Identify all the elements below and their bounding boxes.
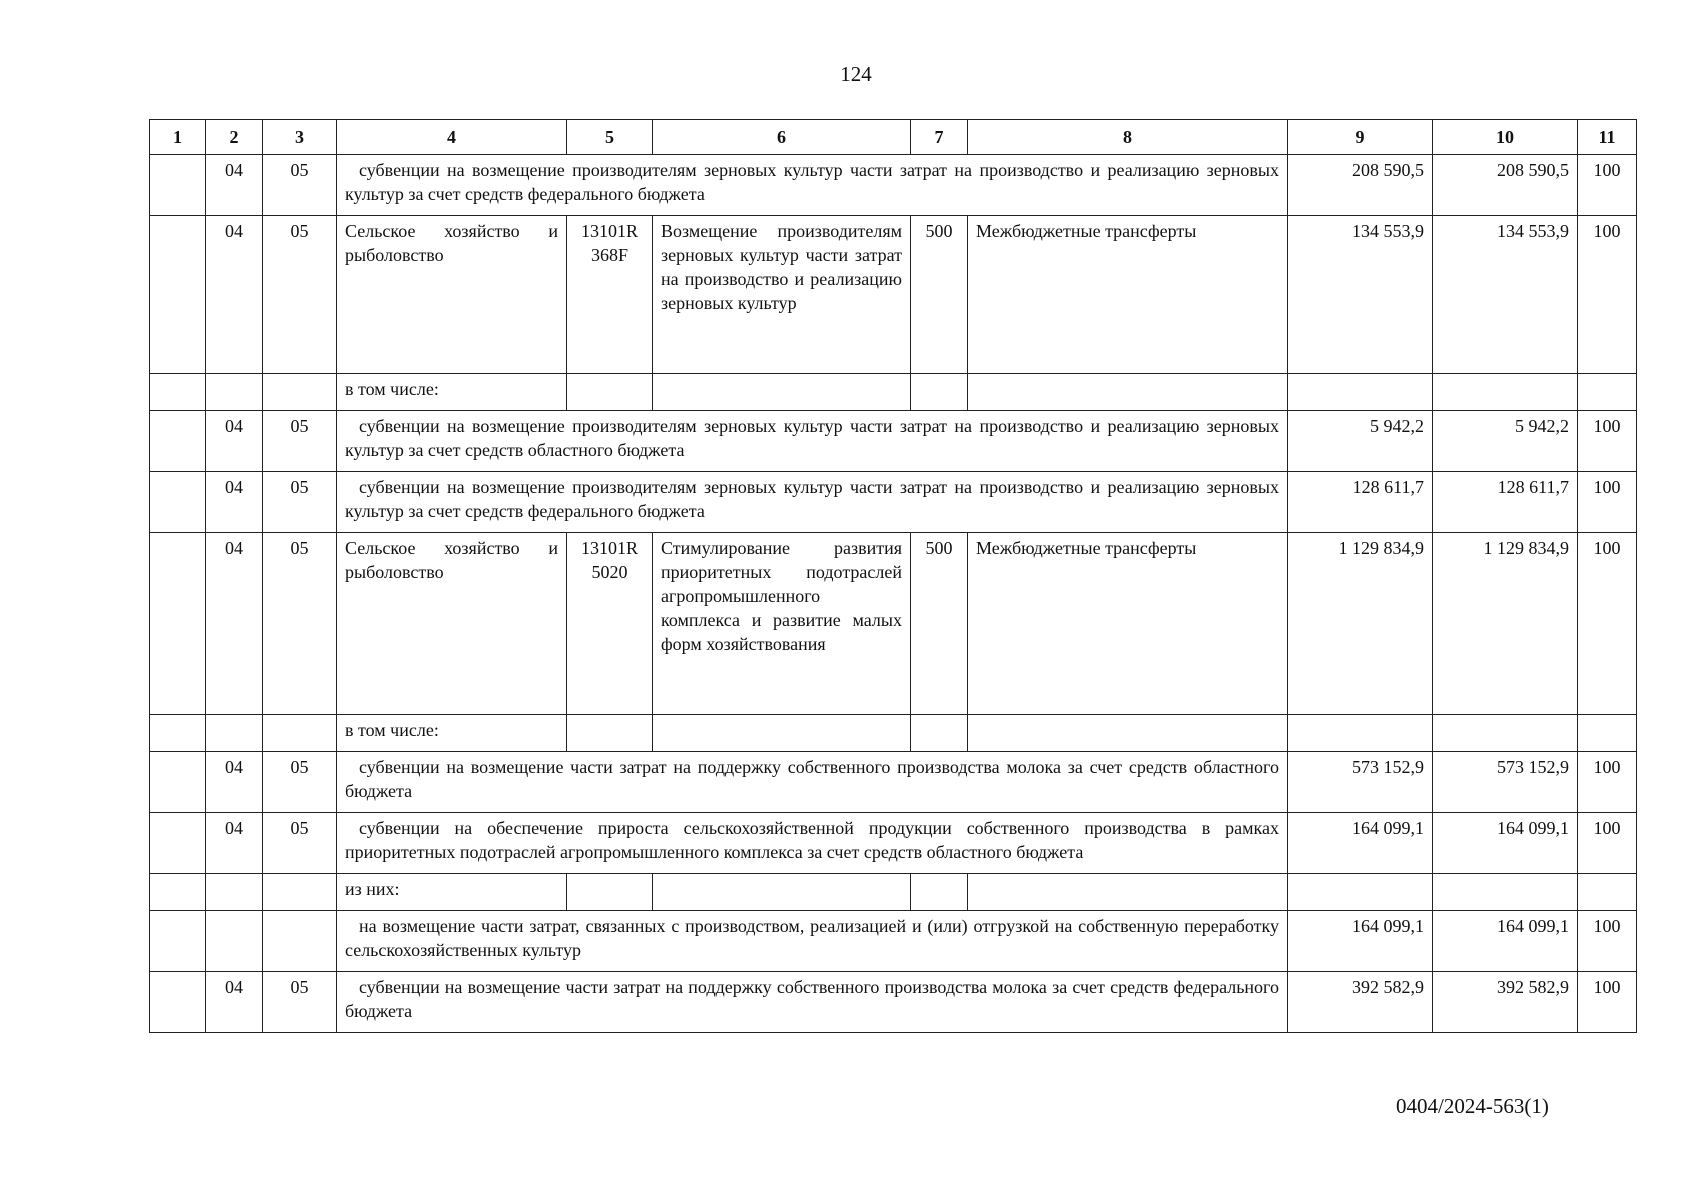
- cell-expense-code: [911, 374, 968, 411]
- document-code: 0404/2024-563(1): [1396, 1094, 1549, 1118]
- cell-target-code: [567, 374, 653, 411]
- cell-percent: 100: [1578, 911, 1637, 972]
- cell-amount-plan: 128 611,7: [1288, 472, 1433, 533]
- table-row: [150, 411, 1637, 472]
- cell-expense-code: 500: [911, 533, 968, 715]
- cell-col1: [150, 813, 206, 874]
- cell-subsection: 05: [263, 752, 337, 813]
- col-header-2: 2: [206, 120, 263, 155]
- cell-subheading: в том числе:: [337, 374, 567, 411]
- cell-section: 04: [206, 813, 263, 874]
- cell-amount-plan: 5 942,2: [1288, 411, 1433, 472]
- cell-section: 04: [206, 533, 263, 715]
- cell-target-name: [653, 374, 911, 411]
- table-row: [150, 472, 1637, 533]
- cell-section: 04: [206, 972, 263, 1033]
- budget-table: [149, 119, 1637, 1033]
- cell-amount-actual: 392 582,9: [1433, 972, 1578, 1033]
- table-row: [150, 155, 1637, 216]
- cell-amount-actual: 128 611,7: [1433, 472, 1578, 533]
- cell-target-name: [653, 715, 911, 752]
- cell-description: на возмещение части затрат, связанных с производством, реализацией и (или) отгрузкой на собственную переработку сельскохозяйственных культур: [337, 911, 1288, 972]
- cell-col1: [150, 411, 206, 472]
- cell-subsection: 05: [263, 972, 337, 1033]
- cell-amount-actual: 164 099,1: [1433, 911, 1578, 972]
- cell-target-code: [567, 874, 653, 911]
- cell-target-code: 13101R 368F: [567, 216, 653, 374]
- col-header-9: 9: [1288, 120, 1433, 155]
- cell-amount-plan: 573 152,9: [1288, 752, 1433, 813]
- cell-target-name: [653, 874, 911, 911]
- cell-col1: [150, 874, 206, 911]
- cell-percent: 100: [1578, 752, 1637, 813]
- cell-section: 04: [206, 752, 263, 813]
- table-row: [150, 533, 1637, 715]
- cell-col1: [150, 972, 206, 1033]
- cell-subsection: 05: [263, 813, 337, 874]
- cell-subsection: 05: [263, 472, 337, 533]
- cell-expense-code: [911, 874, 968, 911]
- cell-section: [206, 874, 263, 911]
- cell-description: субвенции на обеспечение прироста сельскохозяйственной продукции собственного производства в рамках приоритетных подотраслей агропромышленного комплекса за счет средств областного бюджета: [337, 813, 1288, 874]
- table-row: [150, 972, 1637, 1033]
- cell-expense-code: 500: [911, 216, 968, 374]
- cell-amount-actual: [1433, 374, 1578, 411]
- cell-amount-plan: [1288, 374, 1433, 411]
- cell-expense-name: [968, 374, 1288, 411]
- cell-col1: [150, 911, 206, 972]
- table-row: [150, 374, 1637, 411]
- col-header-1: 1: [150, 120, 206, 155]
- cell-subheading: в том числе:: [337, 715, 567, 752]
- cell-amount-plan: [1288, 715, 1433, 752]
- table-row: [150, 752, 1637, 813]
- cell-col1: [150, 472, 206, 533]
- cell-percent: 100: [1578, 972, 1637, 1033]
- cell-amount-actual: [1433, 874, 1578, 911]
- cell-subheading: из них:: [337, 874, 567, 911]
- cell-col1: [150, 533, 206, 715]
- cell-section-name: Сельское хозяйство и рыболовство: [337, 533, 567, 715]
- cell-description: субвенции на возмещение производителям зерновых культур части затрат на производство и реализацию зерновых культур за счет средств федерального бюджета: [337, 472, 1288, 533]
- cell-description: субвенции на возмещение части затрат на поддержку собственного производства молока за счет средств федерального бюджета: [337, 972, 1288, 1033]
- cell-col1: [150, 374, 206, 411]
- cell-percent: 100: [1578, 472, 1637, 533]
- cell-amount-actual: 164 099,1: [1433, 813, 1578, 874]
- cell-section: 04: [206, 472, 263, 533]
- col-header-4: 4: [337, 120, 567, 155]
- table-row: [150, 715, 1637, 752]
- cell-subsection: 05: [263, 411, 337, 472]
- cell-section: [206, 715, 263, 752]
- cell-percent: 100: [1578, 411, 1637, 472]
- cell-amount-actual: 5 942,2: [1433, 411, 1578, 472]
- cell-col1: [150, 715, 206, 752]
- cell-expense-name: [968, 715, 1288, 752]
- col-header-7: 7: [911, 120, 968, 155]
- cell-subsection: [263, 874, 337, 911]
- cell-target-name: Возмещение производителям зерновых культур части затрат на производство и реализацию зерновых культур: [653, 216, 911, 374]
- cell-amount-actual: 208 590,5: [1433, 155, 1578, 216]
- cell-target-code: 13101R 5020: [567, 533, 653, 715]
- cell-description: субвенции на возмещение части затрат на поддержку собственного производства молока за счет средств областного бюджета: [337, 752, 1288, 813]
- col-header-3: 3: [263, 120, 337, 155]
- cell-amount-actual: 134 553,9: [1433, 216, 1578, 374]
- cell-target-code: [567, 715, 653, 752]
- table-row: [150, 874, 1637, 911]
- cell-expense-name: Межбюджетные трансферты: [968, 533, 1288, 715]
- cell-percent: 100: [1578, 216, 1637, 374]
- cell-col1: [150, 216, 206, 374]
- cell-amount-actual: 573 152,9: [1433, 752, 1578, 813]
- header-row: [150, 120, 1637, 155]
- col-header-11: 11: [1578, 120, 1637, 155]
- cell-subsection: 05: [263, 155, 337, 216]
- cell-section-name: Сельское хозяйство и рыболовство: [337, 216, 567, 374]
- cell-expense-code: [911, 715, 968, 752]
- cell-col1: [150, 752, 206, 813]
- cell-subsection: [263, 715, 337, 752]
- cell-percent: 100: [1578, 155, 1637, 216]
- col-header-8: 8: [968, 120, 1288, 155]
- cell-expense-name: Межбюджетные трансферты: [968, 216, 1288, 374]
- cell-subsection: [263, 911, 337, 972]
- col-header-5: 5: [567, 120, 653, 155]
- cell-section: [206, 374, 263, 411]
- cell-section: 04: [206, 216, 263, 374]
- cell-amount-plan: 392 582,9: [1288, 972, 1433, 1033]
- cell-subsection: 05: [263, 533, 337, 715]
- cell-amount-plan: [1288, 874, 1433, 911]
- cell-amount-plan: 134 553,9: [1288, 216, 1433, 374]
- cell-percent: 100: [1578, 813, 1637, 874]
- cell-section: 04: [206, 155, 263, 216]
- cell-amount-plan: 164 099,1: [1288, 813, 1433, 874]
- table-row: [150, 216, 1637, 374]
- cell-col1: [150, 155, 206, 216]
- col-header-6: 6: [653, 120, 911, 155]
- cell-amount-plan: 1 129 834,9: [1288, 533, 1433, 715]
- table-row: [150, 911, 1637, 972]
- cell-description: субвенции на возмещение производителям зерновых культур части затрат на производство и реализацию зерновых культур за счет средств областного бюджета: [337, 411, 1288, 472]
- cell-section: [206, 911, 263, 972]
- page-number: 124: [840, 62, 872, 86]
- cell-amount-actual: 1 129 834,9: [1433, 533, 1578, 715]
- cell-target-name: Стимулирование развития приоритетных подотраслей агропромышленного комплекса и развитие малых форм хозяйствования: [653, 533, 911, 715]
- cell-amount-actual: [1433, 715, 1578, 752]
- cell-subsection: 05: [263, 216, 337, 374]
- cell-percent: [1578, 374, 1637, 411]
- cell-section: 04: [206, 411, 263, 472]
- cell-expense-name: [968, 874, 1288, 911]
- cell-amount-plan: 164 099,1: [1288, 911, 1433, 972]
- cell-description: субвенции на возмещение производителям зерновых культур части затрат на производство и реализацию зерновых культур за счет средств федерального бюджета: [337, 155, 1288, 216]
- cell-percent: [1578, 874, 1637, 911]
- cell-subsection: [263, 374, 337, 411]
- col-header-10: 10: [1433, 120, 1578, 155]
- cell-percent: 100: [1578, 533, 1637, 715]
- cell-amount-plan: 208 590,5: [1288, 155, 1433, 216]
- table-row: [150, 813, 1637, 874]
- cell-percent: [1578, 715, 1637, 752]
